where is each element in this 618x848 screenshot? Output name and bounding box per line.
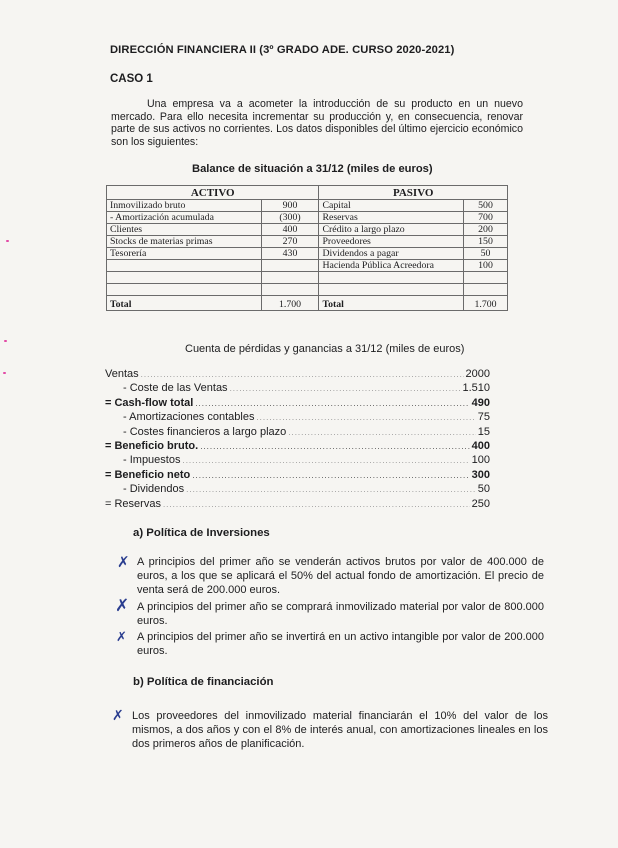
pasivo-label: Dividendos a pagar (319, 248, 464, 260)
pasivo-label: Proveedores (319, 236, 464, 248)
dot-leader (195, 397, 469, 411)
activo-value (261, 260, 319, 272)
activo-label: Inmovilizado bruto (107, 200, 262, 212)
dot-leader (256, 411, 475, 425)
handwritten-x-icon: ✗ (112, 708, 124, 724)
pasivo-header: PASIVO (319, 186, 508, 200)
pasivo-label: Hacienda Pública Acreedora (319, 260, 464, 272)
pyg-title: Cuenta de pérdidas y ganancias a 31/12 (miles de euros) (185, 343, 465, 355)
pyg-label: = Cash-flow total (105, 396, 194, 409)
activo-label: - Amortización acumulada (107, 212, 262, 224)
activo-label (107, 260, 262, 272)
intro-paragraph (111, 98, 523, 148)
pyg-value: 15 (477, 425, 490, 438)
pasivo-value: 150 (464, 236, 508, 248)
balance-title: Balance de situación a 31/12 (miles de euros) (192, 163, 433, 175)
table-row-empty (107, 284, 508, 296)
total-label-pasivo: Total (319, 296, 464, 311)
table-row-total (107, 296, 508, 311)
investment-item-text: A principios del primer año se invertirá en un activo intangible por valor de 200.000 euros. (137, 631, 544, 657)
pyg-row (105, 439, 490, 453)
list-item (116, 630, 544, 658)
pyg-value: 250 (471, 497, 490, 510)
pyg-row (105, 381, 490, 395)
activo-label: Tesorería (107, 248, 262, 260)
list-item (115, 596, 544, 628)
case-title: CASO 1 (110, 73, 153, 85)
pyg-row (105, 453, 490, 467)
pyg-value: 400 (471, 439, 490, 452)
pyg-row (105, 396, 490, 410)
activo-label: Clientes (107, 224, 262, 236)
dot-leader (200, 440, 469, 454)
dot-leader (192, 469, 469, 483)
income-statement (105, 367, 490, 511)
document-title: DIRECCIÓN FINANCIERA II (3º GRADO ADE. CURSO 2020-2021) (110, 44, 455, 56)
activo-header: ACTIVO (107, 186, 319, 200)
pasivo-label: Capital (319, 200, 464, 212)
table-row (107, 236, 508, 248)
dot-leader (163, 498, 470, 512)
pyg-value: 75 (477, 411, 490, 424)
pyg-row (105, 425, 490, 439)
financing-item-text: Los proveedores del inmovilizado material financiarán el 10% del valor de los mismos, a dos años y con el 8% de interés anual, con amortizaciones lineales en los dos primeros años de planificación. (132, 710, 548, 750)
pasivo-value: 700 (464, 212, 508, 224)
dot-leader (141, 368, 464, 382)
dot-leader (288, 426, 476, 440)
list-item (112, 708, 548, 751)
list-item (117, 553, 544, 597)
dot-leader (230, 382, 461, 396)
pyg-label: = Beneficio bruto. (105, 439, 199, 452)
pyg-label: - Dividendos (123, 483, 185, 496)
total-label-activo: Total (107, 296, 262, 311)
pyg-label: = Reservas (105, 497, 161, 510)
pyg-value: 300 (471, 468, 490, 481)
pasivo-label: Reservas (319, 212, 464, 224)
pyg-label: - Amortizaciones contables (123, 411, 255, 424)
pyg-value: 1.510 (462, 382, 490, 395)
table-row (107, 224, 508, 236)
pyg-label: = Beneficio neto (105, 468, 191, 481)
pyg-label: - Coste de las Ventas (123, 382, 228, 395)
total-value-activo: 1.700 (261, 296, 319, 311)
table-row (107, 260, 508, 272)
pyg-row (105, 497, 490, 511)
pasivo-value: 50 (464, 248, 508, 260)
pasivo-value: 500 (464, 200, 508, 212)
pink-margin-mark (6, 240, 9, 242)
table-row (107, 248, 508, 260)
pink-margin-mark (3, 372, 6, 374)
pyg-row (105, 468, 490, 482)
section-b-title: b) Política de financiación (133, 676, 274, 688)
table-row (107, 200, 508, 212)
section-a-title: a) Política de Inversiones (133, 527, 270, 539)
pink-margin-mark (4, 340, 7, 342)
intro-text: Una empresa va a acometer la introducción de su producto en un nuevo mercado. Para ello necesita incrementar su producción y, en consecuencia, renovar parte de sus activos no corrientes. Los datos disponibles del último ejercicio económico son los siguientes: (111, 98, 523, 148)
pyg-value: 490 (471, 396, 490, 409)
handwritten-x-icon: ✗ (115, 596, 130, 616)
pasivo-value: 100 (464, 260, 508, 272)
dot-leader (182, 454, 469, 468)
pyg-label: - Costes financieros a largo plazo (123, 425, 287, 438)
pyg-label: - Impuestos (123, 454, 181, 467)
pyg-row (105, 410, 490, 424)
pyg-value: 50 (477, 483, 490, 496)
total-value-pasivo: 1.700 (464, 296, 508, 311)
activo-value: 400 (261, 224, 319, 236)
handwritten-x-icon: ✗ (116, 630, 127, 645)
pyg-value: 2000 (465, 368, 490, 380)
investment-item-text: A principios del primer año se comprará inmovilizado material por valor de 800.000 euros. (137, 601, 544, 627)
activo-label: Stocks de materias primas (107, 236, 262, 248)
dot-leader (186, 483, 476, 497)
handwritten-x-icon: ✗ (117, 553, 130, 571)
pasivo-value: 200 (464, 224, 508, 236)
pyg-row (105, 482, 490, 496)
balance-sheet-table (106, 185, 508, 311)
pyg-label: Ventas (105, 368, 139, 380)
investment-item-text: A principios del primer año se venderán activos brutos por valor de 400.000 de euros, a los que se aplicará el 50% del actual fondo de amortización. El precio de venta será de 200.000 euros. (137, 556, 544, 596)
activo-value: 270 (261, 236, 319, 248)
pasivo-label: Crédito a largo plazo (319, 224, 464, 236)
table-row (107, 212, 508, 224)
pyg-row (105, 367, 490, 381)
table-row-empty (107, 272, 508, 284)
activo-value: 900 (261, 200, 319, 212)
pyg-value: 100 (471, 454, 490, 467)
activo-value: (300) (261, 212, 319, 224)
activo-value: 430 (261, 248, 319, 260)
